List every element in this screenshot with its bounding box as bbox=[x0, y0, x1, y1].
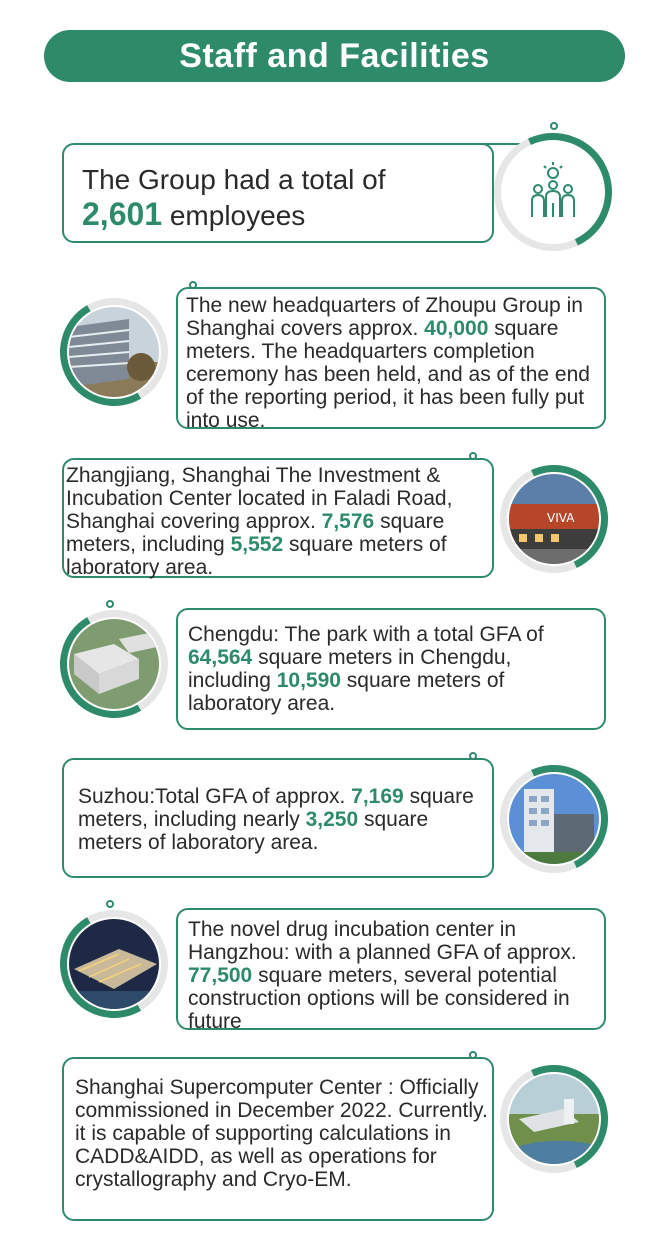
facility-text-segment: square meters, several potential construction options will be considered in future bbox=[188, 964, 570, 1033]
zhangjiang-incubation-center-photo bbox=[509, 474, 599, 564]
connector-dot bbox=[550, 122, 558, 130]
facility-text-headquarters bbox=[186, 294, 601, 432]
facility-text-segment: square meters of laboratory area. bbox=[78, 808, 429, 854]
facility-text-suzhou bbox=[78, 785, 488, 854]
staff-icon-circle bbox=[508, 147, 598, 237]
facility-text-segment: square meters. The headquarters completion ceremony has been held, and as of the end of the reporting period, it has been fully put into use. bbox=[186, 317, 590, 432]
chengdu-park-aerial-photo bbox=[69, 619, 159, 709]
area-value: 7,576 bbox=[321, 510, 375, 533]
facility-text-segment: Shanghai Supercomputer Center : Officially commissioned in December 2022. Currently. it is capable of supporting calculations in CADD&AIDD, as well as operations for crystallography and Cryo-EM. bbox=[75, 1076, 488, 1191]
headquarters-building-photo bbox=[69, 307, 159, 397]
facility-text-hangzhou bbox=[188, 918, 603, 1033]
facility-text-segment: Suzhou:Total GFA of approx. bbox=[78, 785, 352, 808]
area-value: 5,552 bbox=[230, 533, 284, 556]
facility-text-segment: The new headquarters of Zhoupu Group in Shanghai covers approx. bbox=[186, 294, 583, 340]
facility-text-segment: square meters, including nearly bbox=[78, 785, 474, 831]
connector-dot bbox=[189, 281, 197, 289]
area-value: 10,590 bbox=[276, 669, 341, 692]
connector-dot bbox=[469, 1051, 477, 1059]
employee-count: 2,601 bbox=[82, 196, 163, 232]
area-value: 3,250 bbox=[305, 808, 359, 831]
facility-text-segment: square meters of laboratory area. bbox=[188, 669, 505, 715]
facility-text-segment: square meters of laboratory area. bbox=[66, 533, 447, 579]
area-value: 64,564 bbox=[188, 646, 253, 669]
facility-text-segment: Chengdu: The park with a total GFA of bbox=[188, 623, 544, 646]
staff-line1: The Group had a total of bbox=[82, 164, 386, 195]
leader-line bbox=[470, 143, 522, 145]
area-value: 7,169 bbox=[351, 785, 404, 808]
facility-text-segment: square meters in Chengdu, including bbox=[188, 646, 512, 692]
supercomputer-center-photo bbox=[509, 1074, 599, 1164]
facility-text-segment: square meters, including bbox=[66, 510, 445, 556]
staff-text bbox=[82, 163, 462, 233]
connector-dot bbox=[106, 600, 114, 608]
connector-dot bbox=[469, 452, 477, 460]
connector-dot bbox=[106, 900, 114, 908]
facility-text-zhangjiang bbox=[66, 464, 476, 579]
connector-dot bbox=[469, 752, 477, 760]
hangzhou-incubation-center-rendering bbox=[69, 919, 159, 1009]
suzhou-building-photo bbox=[509, 774, 599, 864]
facility-text-segment: Zhangjiang, Shanghai The Investment & Incubation Center located in Faladi Road, Shanghai covering approx. bbox=[66, 464, 453, 533]
svg-text:VIVA: VIVA bbox=[547, 511, 575, 525]
team-lightbulb-icon bbox=[508, 147, 598, 237]
area-value: 40,000 bbox=[424, 317, 489, 340]
facility-text-segment: The novel drug incubation center in Hangzhou: with a planned GFA of approx. bbox=[188, 918, 577, 964]
facility-text-chengdu bbox=[188, 623, 588, 715]
employee-unit: employees bbox=[169, 200, 306, 231]
facility-text-supercomputer bbox=[75, 1076, 495, 1191]
page-title: Staff and Facilities bbox=[44, 30, 625, 82]
area-value: 77,500 bbox=[188, 964, 253, 987]
